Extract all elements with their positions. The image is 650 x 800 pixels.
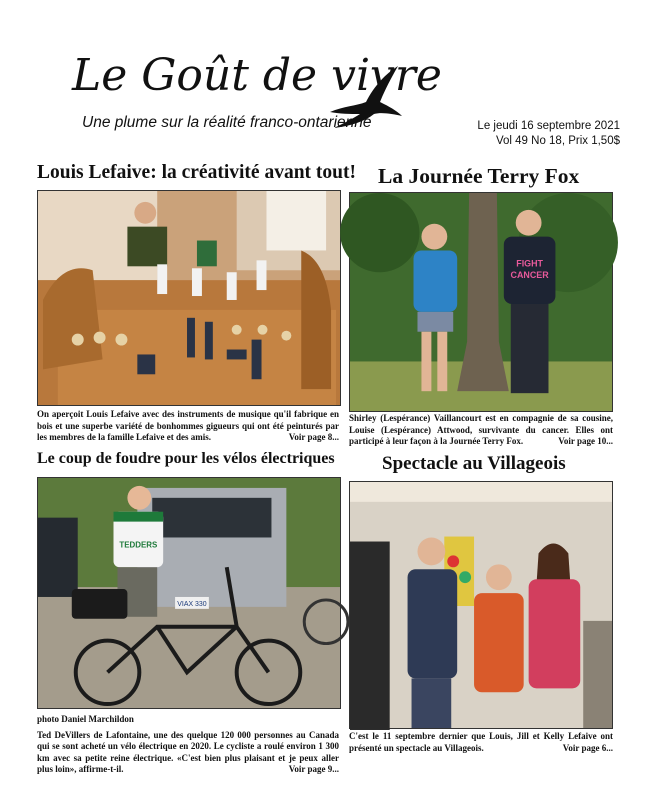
- shirt-text-cancer: CANCER: [510, 270, 549, 281]
- issue-volume: Vol 49 No 18, Prix 1,50$: [495, 135, 620, 147]
- see-page-9-link[interactable]: Voir page 9...: [288, 764, 339, 774]
- jersey-text: TEDDERS: [119, 540, 158, 550]
- headline-terry-fox[interactable]: La Journée Terry Fox: [378, 164, 580, 188]
- photo-credit: photo Daniel Marchildon: [37, 714, 134, 724]
- masthead: [0, 0, 650, 160]
- see-page-10-link[interactable]: Voir page 10...: [558, 436, 613, 446]
- caption-louis-lefaive: [37, 409, 339, 447]
- photo-terry-fox: [349, 192, 613, 412]
- see-page-8-link[interactable]: Voir page 8...: [288, 432, 339, 442]
- issue-info: [400, 119, 620, 149]
- caption-text: C'est le 11 septembre dernier que Louis, Jill et Kelly Lefaive ont présenté un spectacle au Villageois.: [349, 731, 613, 753]
- caption-terry-fox: [349, 413, 613, 451]
- caption-velos-electriques: [37, 714, 339, 774]
- issue-date: Le jeudi 16 septembre 2021: [477, 120, 620, 132]
- license-plate-text: VIAX 330: [177, 600, 207, 608]
- caption-text: On aperçoit Louis Lefaive avec des instruments de musique qu'il fabrique en bois et une superbe variété de bonhommes gigueurs qui ont été peinturés par les membres de la famille Lefaive et des amis.: [37, 409, 339, 442]
- shirt-text-fight: FIGHT: [516, 258, 543, 269]
- newspaper-title: Le Goût de vivre: [72, 50, 442, 101]
- headline-velos-electriques[interactable]: Le coup de foudre pour les vélos électriques: [37, 450, 335, 467]
- see-page-6-link[interactable]: Voir page 6...: [562, 742, 613, 753]
- caption-text: Ted DeVillers de Lafontaine, une des quelque 120 000 personnes au Canada qui se sont acheté un vélo électrique en 2020. Le cycliste a roulé environ 1 300 km avec sa petite reine électrique. «C'est bien plus plaisant et je peux aller plus loin», affirme-t-il.: [37, 729, 339, 774]
- newspaper-tagline: Une plume sur la réalité franco-ontarienne: [82, 114, 372, 131]
- photo-wooden-instruments: [37, 190, 341, 406]
- caption-spectacle-villageois: [349, 731, 613, 759]
- headline-louis-lefaive[interactable]: Louis Lefaive: la créativité avant tout!: [37, 162, 356, 183]
- caption-text: Shirley (Lespérance) Vaillancourt est en compagnie de sa cousine, Louise (Lespérance) Attwood, survivante du cancer. Elles ont participé à leur façon à la Journée Terry Fox.: [349, 413, 613, 446]
- headline-spectacle-villageois[interactable]: Spectacle au Villageois: [382, 453, 566, 474]
- photo-electric-bike: [37, 477, 341, 709]
- photo-spectacle: [349, 481, 613, 729]
